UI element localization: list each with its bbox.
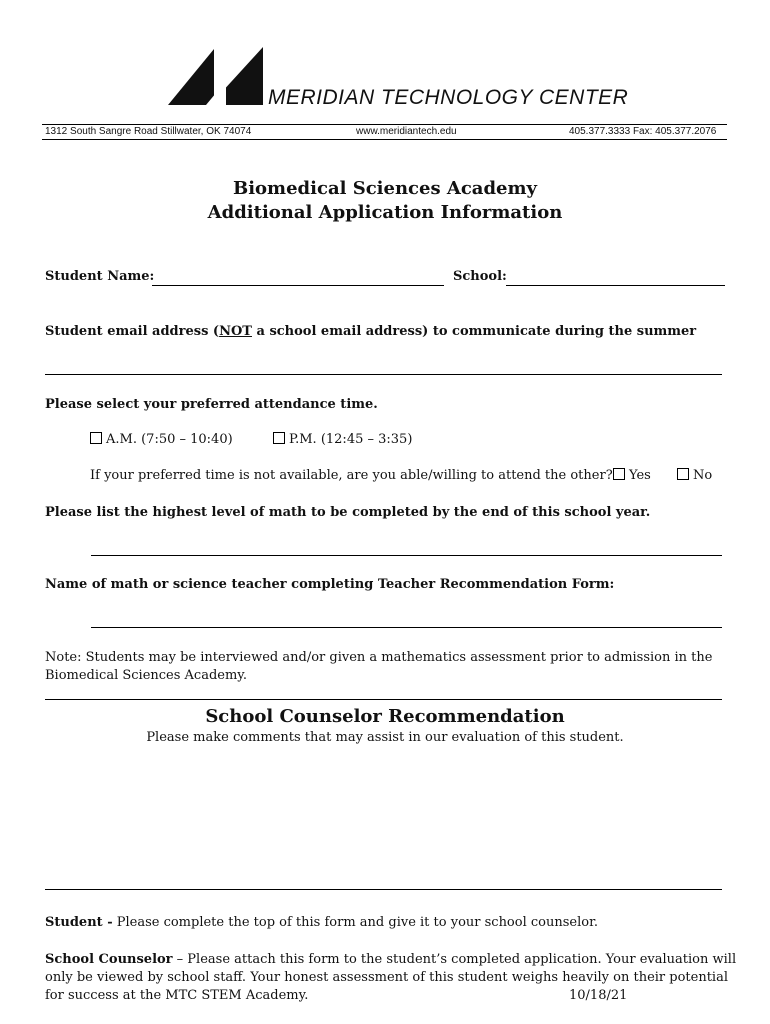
no-option[interactable] [677,468,712,483]
yes-checkbox[interactable] [613,468,625,480]
am-checkbox[interactable] [90,432,102,444]
org-name: MERIDIAN TECHNOLOGY CENTER [268,86,629,109]
form-date: 10/18/21 [569,988,628,1003]
no-option-label: No [693,468,713,483]
note-line-1: Note: Students may be interviewed and/or given a mathematics assessment prior to admission in the [45,650,713,665]
phone-fax: 405.377.3333 Fax: 405.377.2076 [569,126,717,137]
yes-option-label: Yes [629,468,651,483]
yes-option[interactable] [613,468,651,483]
header-top-rule [42,124,727,125]
teacher-label: Name of math or science teacher completing Teacher Recommendation Form: [45,577,615,592]
pm-option-label: P.M. (12:45 – 3:35) [289,432,413,447]
attendance-label: Please select your preferred attendance time. [45,397,378,412]
am-option[interactable] [90,432,233,447]
student-instruction-text: Please complete the top of this form and give it to your school counselor. [112,915,598,930]
student-name-label: Student Name: [45,269,155,284]
note-line-2: Biomedical Sciences Academy. [45,668,248,683]
am-option-label: A.M. (7:50 – 10:40) [106,432,233,447]
counselor-instruction-label: School Counselor [45,952,173,967]
counselor-comments-field[interactable] [45,889,722,890]
student-instruction-label: Student - [45,915,113,930]
counselor-instruction-line-1 [45,952,736,967]
email-label-not: NOT [219,324,252,339]
pm-option[interactable] [273,432,412,447]
email-label [45,324,696,339]
teacher-field[interactable] [91,627,722,628]
address: 1312 South Sangre Road Stillwater, OK 74074 [45,126,252,137]
email-field[interactable] [45,374,722,375]
counselor-instruction-text-1: – Please attach this form to the student’s completed application. Your evaluation will [172,952,737,967]
counselor-heading: School Counselor Recommendation [205,706,565,727]
counselor-instruction-line-2: only be viewed by school staff. Your honest assessment of this student weighs heavily on their potential [45,970,728,985]
website: www.meridiantech.edu [356,126,457,137]
counselor-subheading: Please make comments that may assist in our evaluation of this student. [146,730,624,745]
email-label-post: a school email address) to communicate during the summer [251,324,697,339]
section-divider [45,699,722,700]
student-name-field[interactable] [152,285,444,286]
pm-checkbox[interactable] [273,432,285,444]
student-instruction [45,915,598,930]
counselor-instruction-line-3: for success at the MTC STEM Academy. [45,988,309,1003]
header-bottom-rule [42,139,727,140]
email-label-pre: Student email address ( [45,324,220,339]
no-checkbox[interactable] [677,468,689,480]
math-field[interactable] [91,555,722,556]
page-subtitle: Additional Application Information [207,202,563,223]
school-label: School: [453,269,507,284]
meridian-logo-icon [166,45,266,107]
math-label: Please list the highest level of math to be completed by the end of this school year. [45,505,651,520]
page-title: Biomedical Sciences Academy [233,178,537,199]
school-field[interactable] [506,285,725,286]
other-time-question: If your preferred time is not available, are you able/willing to attend the other? [90,468,613,483]
